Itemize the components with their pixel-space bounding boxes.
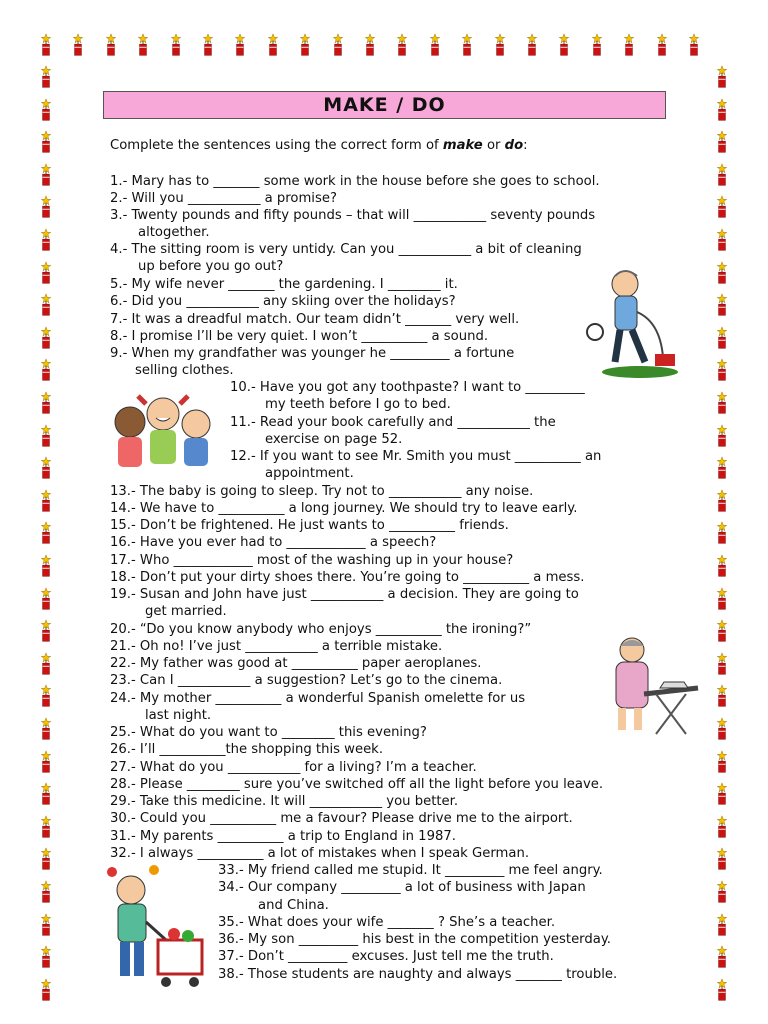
firecracker-icon (716, 651, 728, 677)
firecracker-icon (40, 129, 52, 155)
exercise-line: get married. (145, 604, 227, 619)
exercise-line: 7.- It was a dreadful match. Our team didn’t _______ very well. (110, 312, 520, 327)
firecracker-icon (40, 455, 52, 481)
exercise-line: 38.- Those students are naughty and always _______ trouble. (218, 967, 618, 982)
exercise-line: 16.- Have you ever had to ____________ a speech? (110, 535, 437, 550)
exercise-line: 28.- Please ________ sure you’ve switched off all the light before you leave. (110, 777, 604, 792)
firecracker-icon (716, 977, 728, 1003)
exercise-line: altogether. (138, 225, 210, 240)
exercise-line: 26.- I’ll __________the shopping this week. (110, 742, 384, 757)
firecracker-icon (716, 488, 728, 514)
exercise-line: 25.- What do you want to ________ this evening? (110, 725, 427, 740)
exercise-line: 18.- Don’t put your dirty shoes there. You’re going to __________ a mess. (110, 570, 585, 585)
firecracker-icon (716, 64, 728, 90)
firecracker-icon (40, 618, 52, 644)
firecracker-icon (40, 912, 52, 938)
firecracker-icon (494, 32, 506, 58)
exercise-line: 21.- Oh no! I’ve just ___________ a terrible mistake. (110, 639, 443, 654)
firecracker-icon (716, 162, 728, 188)
exercise-line: 37.- Don’t _________ excuses. Just tell me the truth. (218, 949, 554, 964)
exercise-line: 35.- What does your wife _______ ? She’s a teacher. (218, 915, 556, 930)
firecracker-icon (40, 977, 52, 1003)
firecracker-icon (40, 520, 52, 546)
firecracker-icon (461, 32, 473, 58)
firecracker-icon (332, 32, 344, 58)
firecracker-icon (40, 846, 52, 872)
firecracker-icon (40, 814, 52, 840)
exercise-line: 27.- What do you ___________ for a living? I’m a teacher. (110, 760, 477, 775)
firecracker-icon (716, 260, 728, 286)
firecracker-icon (716, 618, 728, 644)
instructions-text: : (523, 138, 528, 153)
firecracker-icon (716, 129, 728, 155)
firecracker-icon (40, 260, 52, 286)
firecracker-icon (558, 32, 570, 58)
firecracker-icon (40, 781, 52, 807)
exercise-line: selling clothes. (135, 363, 234, 378)
firecracker-icon (688, 32, 700, 58)
firecracker-icon (716, 553, 728, 579)
firecracker-icon (716, 814, 728, 840)
firecracker-icon (716, 520, 728, 546)
firecracker-icon (40, 227, 52, 253)
firecracker-icon (716, 97, 728, 123)
exercise-line: 15.- Don’t be frightened. He just wants to __________ friends. (110, 518, 509, 533)
firecracker-icon (716, 716, 728, 742)
exercise-line: 24.- My mother __________ a wonderful Spanish omelette for us (110, 691, 526, 706)
firecracker-icon (716, 944, 728, 970)
exercise-line: 31.- My parents __________ a trip to England in 1987. (110, 829, 456, 844)
exercise-line: 20.- “Do you know anybody who enjoys __________ the ironing?” (110, 622, 532, 637)
firecracker-icon (716, 292, 728, 318)
exercise-line: 14.- We have to __________ a long journey. We should try to leave early. (110, 501, 578, 516)
firecracker-icon (40, 357, 52, 383)
firecracker-icon (40, 64, 52, 90)
firecracker-icon (656, 32, 668, 58)
exercise-line: and China. (258, 898, 329, 913)
firecracker-icon (716, 325, 728, 351)
firecracker-icon (526, 32, 538, 58)
exercise-line: 23.- Can I ___________ a suggestion? Let’s go to the cinema. (110, 673, 503, 688)
exercise-line: up before you go out? (138, 259, 284, 274)
firecracker-icon (40, 162, 52, 188)
exercise-line: 33.- My friend called me stupid. It _________ me feel angry. (218, 863, 603, 878)
firecracker-icon (429, 32, 441, 58)
exercise-line: 36.- My son _________ his best in the competition yesterday. (218, 932, 611, 947)
firecracker-icon (716, 390, 728, 416)
exercise-line: 11.- Read your book carefully and ___________ the (230, 415, 556, 430)
exercise-line: 5.- My wife never _______ the gardening. I ________ it. (110, 277, 458, 292)
firecracker-icon (137, 32, 149, 58)
exercise-line: 30.- Could you __________ me a favour? Please drive me to the airport. (110, 811, 573, 826)
firecracker-icon (40, 32, 52, 58)
firecracker-icon (40, 944, 52, 970)
firecracker-icon (40, 97, 52, 123)
shopper-illustration (96, 862, 208, 992)
firecracker-icon (716, 227, 728, 253)
firecracker-icon (40, 325, 52, 351)
exercise-line: 22.- My father was good at __________ paper aeroplanes. (110, 656, 482, 671)
firecracker-icon (40, 586, 52, 612)
firecracker-icon (364, 32, 376, 58)
firecracker-icon (716, 781, 728, 807)
firecracker-icon (40, 553, 52, 579)
keyword-make: make (442, 138, 483, 153)
firecracker-icon (716, 194, 728, 220)
firecracker-icon (40, 879, 52, 905)
firecracker-icon (267, 32, 279, 58)
keyword-do: do (504, 138, 524, 153)
firecracker-icon (716, 879, 728, 905)
exercise-line: 10.- Have you got any toothpaste? I want to _________ (230, 380, 585, 395)
exercise-line: 13.- The baby is going to sleep. Try not to ___________ any noise. (110, 484, 534, 499)
firecracker-icon (40, 488, 52, 514)
instructions (110, 138, 528, 153)
firecracker-icon (72, 32, 84, 58)
firecracker-icon (716, 586, 728, 612)
exercise-line: 3.- Twenty pounds and fifty pounds – that will ___________ seventy pounds (110, 208, 596, 223)
exercise-line: 29.- Take this medicine. It will ___________ you better. (110, 794, 459, 809)
exercise-line: 2.- Will you ___________ a promise? (110, 191, 337, 206)
exercise-line: 32.- I always __________ a lot of mistakes when I speak German. (110, 846, 530, 861)
firecracker-icon (716, 423, 728, 449)
firecracker-icon (40, 716, 52, 742)
firecracker-icon (40, 423, 52, 449)
exercise-line: my teeth before I go to bed. (265, 397, 451, 412)
firecracker-icon (591, 32, 603, 58)
exercise-line: 34.- Our company _________ a lot of business with Japan (218, 880, 586, 895)
gardener-illustration (585, 262, 680, 380)
firecracker-icon (40, 683, 52, 709)
firecracker-icon (40, 390, 52, 416)
firecracker-icon (202, 32, 214, 58)
page-title: MAKE / DO (103, 91, 666, 119)
exercise-line: 19.- Susan and John have just ___________ a decision. They are going to (110, 587, 579, 602)
firecracker-icon (716, 912, 728, 938)
exercise-line: 6.- Did you ___________ any skiing over the holidays? (110, 294, 456, 309)
firecracker-icon (716, 357, 728, 383)
firecracker-icon (40, 292, 52, 318)
firecracker-icon (234, 32, 246, 58)
exercise-line: 1.- Mary has to _______ some work in the house before she goes to school. (110, 174, 600, 189)
instructions-text: or (482, 138, 505, 153)
firecracker-icon (170, 32, 182, 58)
firecracker-icon (105, 32, 117, 58)
firecracker-icon (396, 32, 408, 58)
exercise-line: 9.- When my grandfather was younger he _________ a fortune (110, 346, 515, 361)
exercise-line: appointment. (265, 466, 354, 481)
firecracker-icon (716, 683, 728, 709)
firecracker-icon (40, 749, 52, 775)
firecracker-icon (623, 32, 635, 58)
kids-illustration (108, 392, 218, 474)
exercise-line: 17.- Who ____________ most of the washing up in your house? (110, 553, 514, 568)
exercise-line: last night. (145, 708, 212, 723)
firecracker-icon (716, 455, 728, 481)
firecracker-icon (40, 651, 52, 677)
firecracker-icon (299, 32, 311, 58)
firecracker-icon (716, 846, 728, 872)
firecracker-icon (716, 749, 728, 775)
exercise-line: 12.- If you want to see Mr. Smith you must __________ an (230, 449, 602, 464)
ironing-lady-illustration (594, 634, 700, 740)
exercise-line: 4.- The sitting room is very untidy. Can you ___________ a bit of cleaning (110, 242, 582, 257)
firecracker-icon (40, 194, 52, 220)
exercise-line: exercise on page 52. (265, 432, 403, 447)
instructions-text: Complete the sentences using the correct form of (110, 138, 443, 153)
exercise-line: 8.- I promise I’ll be very quiet. I won’t __________ a sound. (110, 329, 489, 344)
